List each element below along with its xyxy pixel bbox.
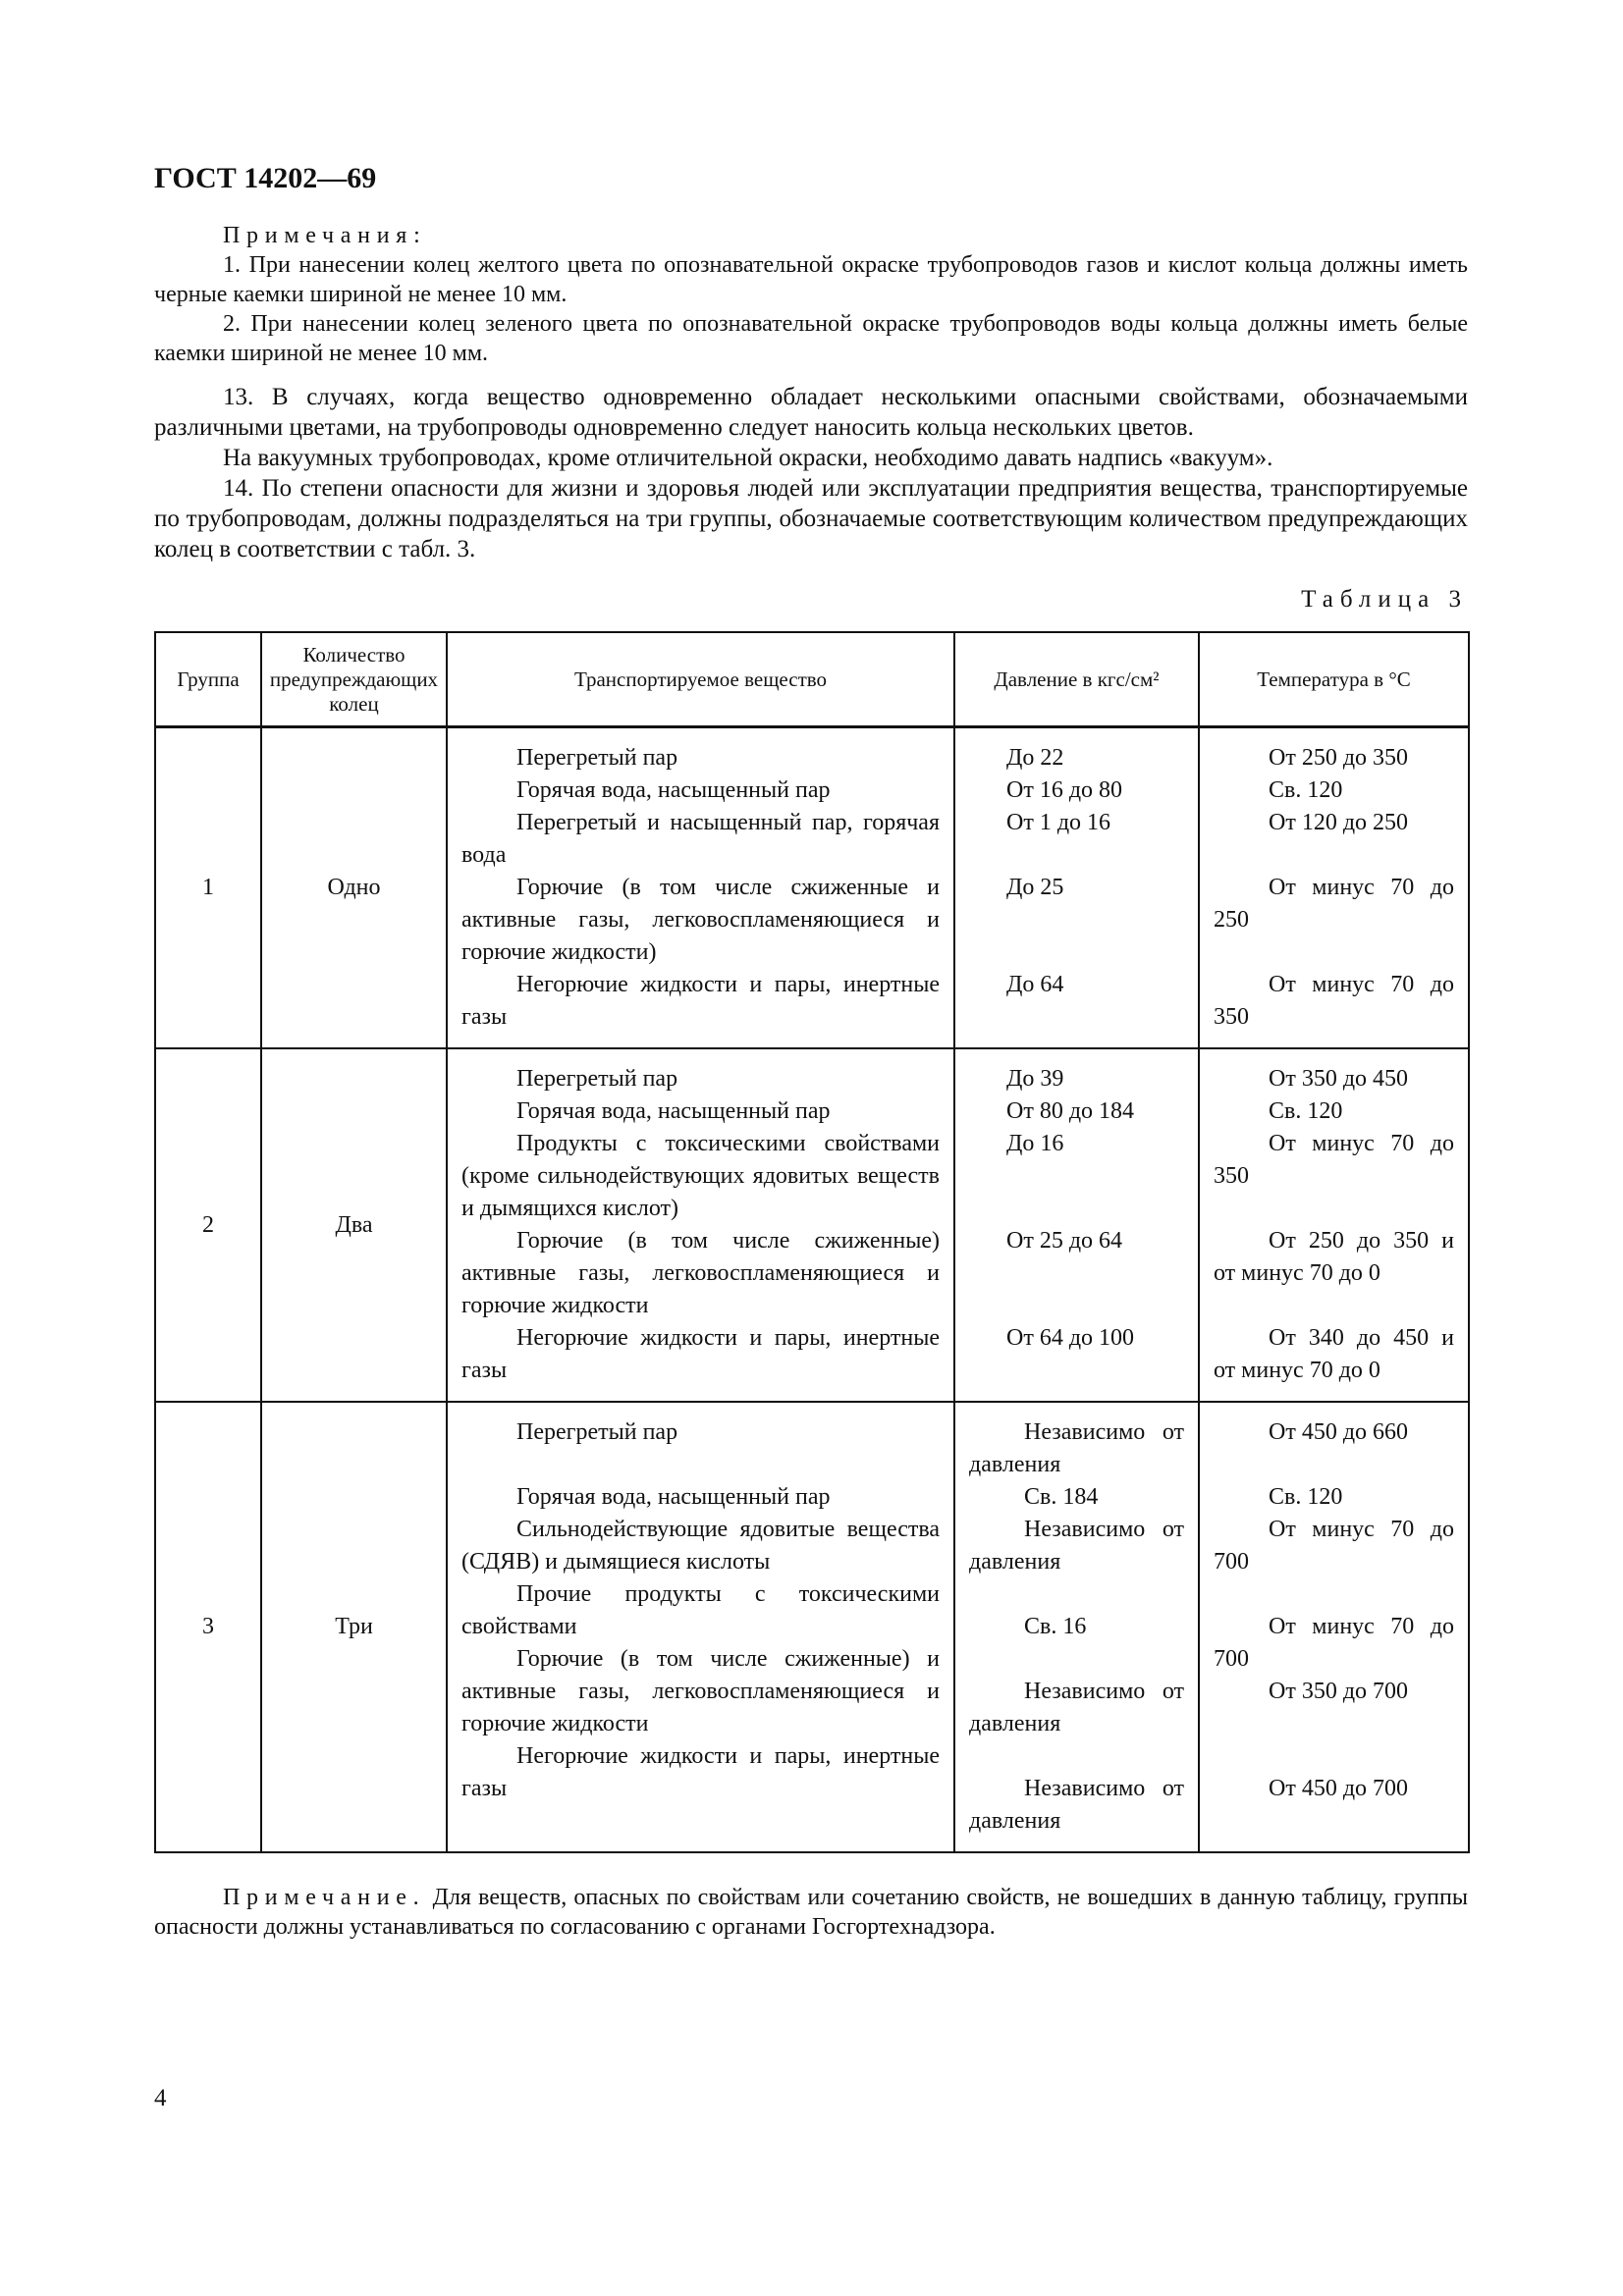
pressure-item: Независимо от давления — [969, 1419, 1184, 1477]
table-header-row — [155, 632, 1469, 727]
notes-top — [154, 221, 1468, 368]
temperature-item: От 340 до 450 и от минус 70 до 0 — [1214, 1325, 1454, 1383]
table-note-text: Для веществ, опасных по свойствам или сочетанию свойств, не вошедших в данную таблицу, группы опасности должны устанавливаться по согласованию с органами Госгортехнадзора. — [154, 1885, 1468, 1940]
substance-cell — [447, 727, 954, 1049]
substance-item: Горючие (в том числе сжиженные) активные газы, легковоспламеняющиеся и горючие жидкости — [461, 1228, 940, 1318]
substance-item: Перегретый пар — [516, 1066, 678, 1092]
pressure-item: Независимо от давления — [969, 1776, 1184, 1834]
pressure-cell — [954, 1048, 1199, 1402]
pressure-item: До 25 — [1006, 875, 1064, 900]
pressure-cell — [954, 1402, 1199, 1852]
temperature-cell — [1199, 1402, 1469, 1852]
temperature-item: Св. 120 — [1269, 777, 1343, 803]
group-cell: 3 — [155, 1402, 261, 1852]
table-row — [155, 727, 1469, 1049]
pressure-item: Независимо от давления — [969, 1517, 1184, 1575]
pressure-item: Св. 184 — [1024, 1484, 1099, 1510]
group-cell: 1 — [155, 727, 261, 1049]
substance-item: Негорючие жидкости и пары, инертные газы — [461, 972, 940, 1030]
temperature-item: От минус 70 до 700 — [1214, 1614, 1454, 1672]
substance-item: Перегретый и насыщенный пар, горячая вода — [461, 810, 940, 868]
substance-item: Горячая вода, насыщенный пар — [516, 777, 831, 803]
pressure-item: До 64 — [1006, 972, 1064, 997]
substance-item: Горячая вода, насыщенный пар — [516, 1098, 831, 1124]
substance-item: Перегретый пар — [516, 1419, 678, 1445]
col-header-substance: Транспортируемое вещество — [447, 632, 954, 727]
paragraph-14: 14. По степени опасности для жизни и здоровья людей или эксплуатации предприятия вещества, транспортируемые по трубопроводам, должны подразделяться на три группы, обозначаемые соответствующим количеством предупреждающих колец в соответствии с табл. 3. — [154, 475, 1468, 562]
col-header-rings: Количество предупреждающих колец — [261, 632, 447, 727]
substance-item: Продукты с токсическими свойствами (кроме сильнодействующих ядовитых веществ и дымящихся кислот) — [461, 1131, 940, 1221]
note-item-1: 1. При нанесении колец желтого цвета по опознавательной окраске трубопроводов газов и кислот кольца должны иметь черные каемки шириной не менее 10 мм. — [154, 252, 1468, 307]
pressure-item: Независимо от давления — [969, 1679, 1184, 1736]
document-title: ГОСТ 14202—69 — [154, 162, 377, 194]
pressure-item: От 16 до 80 — [1006, 777, 1123, 803]
temperature-cell — [1199, 1048, 1469, 1402]
substance-item: Негорючие жидкости и пары, инертные газы — [461, 1325, 940, 1383]
temperature-item: От минус 70 до 250 — [1214, 875, 1454, 933]
temperature-item: От минус 70 до 700 — [1214, 1517, 1454, 1575]
table-note-label: Примечание. — [223, 1885, 426, 1910]
temperature-item: От минус 70 до 350 — [1214, 972, 1454, 1030]
col-header-group: Группа — [155, 632, 261, 727]
pressure-item: От 64 до 100 — [1006, 1325, 1135, 1351]
note-item-2: 2. При нанесении колец зеленого цвета по опознавательной окраске трубопроводов воды кольца должны иметь белые каемки шириной не менее 10 мм. — [154, 311, 1468, 366]
pressure-item: До 22 — [1006, 745, 1064, 771]
temperature-item: От 120 до 250 — [1269, 810, 1409, 835]
paragraph-vacuum: На вакуумных трубопроводах, кроме отличительной окраски, необходимо давать надпись «вакуум». — [223, 445, 1273, 471]
rings-cell: Три — [261, 1402, 447, 1852]
table-row — [155, 1048, 1469, 1402]
pressure-item: До 39 — [1006, 1066, 1064, 1092]
table-row — [155, 1402, 1469, 1852]
rings-cell: Одно — [261, 727, 447, 1049]
temperature-item: Св. 120 — [1269, 1484, 1343, 1510]
temperature-item: От 350 до 700 — [1269, 1679, 1409, 1704]
notes-heading: Примечания: — [223, 223, 427, 248]
paragraph-13: 13. В случаях, когда вещество одновременно обладает несколькими опасными свойствами, обозначаемыми различными цветами, на трубопроводы одновременно следует наносить кольца нескольких цветов. — [154, 384, 1468, 441]
pressure-item: От 1 до 16 — [1006, 810, 1111, 835]
substance-item: Прочие продукты с токсическими свойствами — [461, 1581, 940, 1639]
table-caption: Таблица 3 — [1301, 586, 1468, 613]
pressure-item: От 25 до 64 — [1006, 1228, 1123, 1254]
pressure-item: От 80 до 184 — [1006, 1098, 1135, 1124]
substance-item: Перегретый пар — [516, 745, 678, 771]
hazard-groups-table — [154, 631, 1470, 1853]
rings-cell: Два — [261, 1048, 447, 1402]
temperature-item: От 250 до 350 — [1269, 745, 1409, 771]
col-header-temperature: Температура в °С — [1199, 632, 1469, 727]
temperature-item: От 450 до 660 — [1269, 1419, 1409, 1445]
temperature-item: От 350 до 450 — [1269, 1066, 1409, 1092]
temperature-cell — [1199, 727, 1469, 1049]
substance-item: Горючие (в том числе сжиженные) и активные газы, легковоспламеняющиеся и горючие жидкости — [461, 1646, 940, 1736]
substance-cell — [447, 1048, 954, 1402]
pressure-item: До 16 — [1006, 1131, 1064, 1156]
pressure-item: Св. 16 — [1024, 1614, 1087, 1639]
substance-item: Негорючие жидкости и пары, инертные газы — [461, 1743, 940, 1801]
temperature-item: От 450 до 700 — [1269, 1776, 1409, 1801]
group-cell: 2 — [155, 1048, 261, 1402]
substance-item: Горючие (в том числе сжиженные и активные газы, легковоспламеняющиеся и горючие жидкости) — [461, 875, 940, 965]
temperature-item: Св. 120 — [1269, 1098, 1343, 1124]
substance-cell — [447, 1402, 954, 1852]
substance-item: Горячая вода, насыщенный пар — [516, 1484, 831, 1510]
temperature-item: От минус 70 до 350 — [1214, 1131, 1454, 1189]
pressure-cell — [954, 727, 1199, 1049]
substance-item: Сильнодействующие ядовитые вещества (СДЯВ) и дымящиеся кислоты — [461, 1517, 940, 1575]
table-note — [154, 1883, 1468, 1942]
col-header-pressure: Давление в кгс/см² — [954, 632, 1199, 727]
page-number: 4 — [154, 2085, 167, 2111]
document-page — [154, 162, 1468, 1942]
temperature-item: От 250 до 350 и от минус 70 до 0 — [1214, 1228, 1454, 1286]
